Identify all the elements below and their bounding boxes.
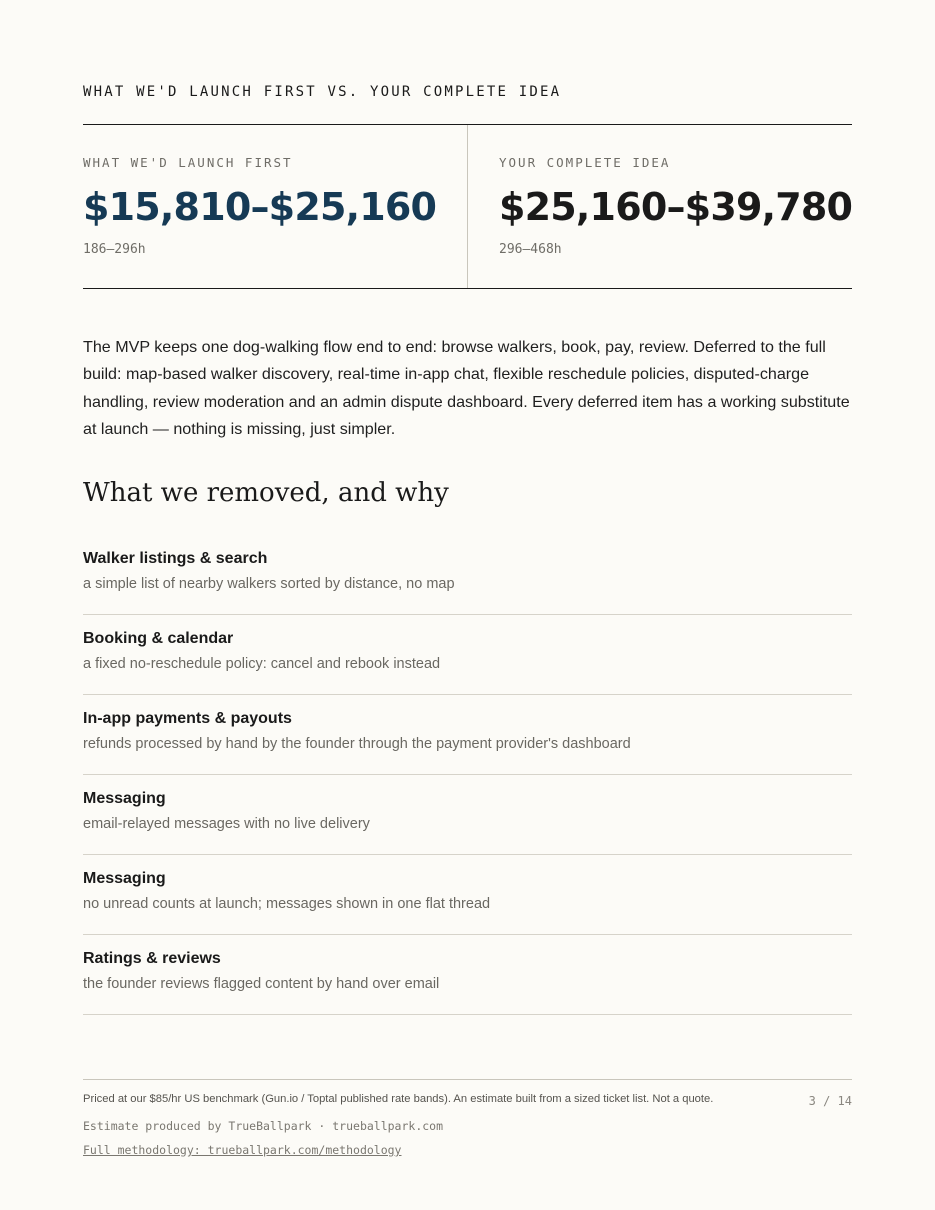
removed-section-title: What we removed, and why bbox=[83, 478, 449, 508]
removed-item-description: the founder reviews flagged content by hand over email bbox=[83, 976, 440, 992]
page-footer bbox=[83, 1079, 852, 1157]
complete-idea-hours: 296–468h bbox=[499, 242, 562, 257]
removed-item-title: In-app payments & payouts bbox=[83, 710, 292, 727]
removed-item-description: refunds processed by hand by the founder through the payment provider's dashboard bbox=[83, 736, 631, 752]
complete-idea-price: $25,160–$39,780 bbox=[499, 185, 853, 229]
removed-item-description: a fixed no-reschedule policy: cancel and rebook instead bbox=[83, 656, 441, 672]
removed-item-messaging-threads bbox=[83, 855, 852, 935]
methodology-link[interactable]: Full methodology: trueballpark.com/methodology bbox=[83, 1143, 402, 1157]
removed-item-walker-listings bbox=[83, 535, 852, 615]
mvp-summary: The MVP keeps one dog-walking flow end to end: browse walkers, book, pay, review. Deferred to the full build: map-based walker discovery, real-time in-app chat, flexible reschedule policies, disputed-charge handling, review moderation and an admin dispute dashboard. Every deferred item has a working substitute at launch — nothing is missing, just simpler. bbox=[83, 338, 850, 438]
removed-item-payments bbox=[83, 695, 852, 775]
launch-first-column bbox=[83, 125, 468, 288]
price-comparison bbox=[83, 124, 852, 289]
removed-item-messaging bbox=[83, 775, 852, 855]
removed-item-booking bbox=[83, 615, 852, 695]
removed-item-ratings bbox=[83, 935, 852, 1015]
removed-item-title: Messaging bbox=[83, 790, 166, 807]
pricing-note: Priced at our $85/hr US benchmark (Gun.io / Toptal published rate bands). An estimate built from a sized ticket list. Not a quote. bbox=[83, 1093, 714, 1105]
removed-item-title: Messaging bbox=[83, 870, 166, 887]
removed-item-title: Walker listings & search bbox=[83, 550, 268, 567]
launch-first-price: $15,810–$25,160 bbox=[83, 185, 437, 229]
launch-first-label: WHAT WE'D LAUNCH FIRST bbox=[83, 155, 293, 170]
removed-list bbox=[83, 535, 852, 1015]
removed-item-description: no unread counts at launch; messages shown in one flat thread bbox=[83, 896, 491, 912]
complete-idea-column bbox=[468, 125, 852, 288]
removed-item-description: email-relayed messages with no live delivery bbox=[83, 816, 370, 832]
removed-item-description: a simple list of nearby walkers sorted by distance, no map bbox=[83, 576, 455, 592]
removed-item-title: Ratings & reviews bbox=[83, 950, 221, 967]
complete-idea-label: YOUR COMPLETE IDEA bbox=[499, 155, 671, 170]
launch-first-hours: 186–296h bbox=[83, 242, 146, 257]
producer-credit: Estimate produced by TrueBallpark · trueballpark.com bbox=[83, 1119, 444, 1133]
page-number: 3 / 14 bbox=[808, 1094, 852, 1108]
page-header-label: WHAT WE'D LAUNCH FIRST VS. YOUR COMPLETE IDEA bbox=[83, 84, 562, 100]
removed-item-title: Booking & calendar bbox=[83, 630, 234, 647]
